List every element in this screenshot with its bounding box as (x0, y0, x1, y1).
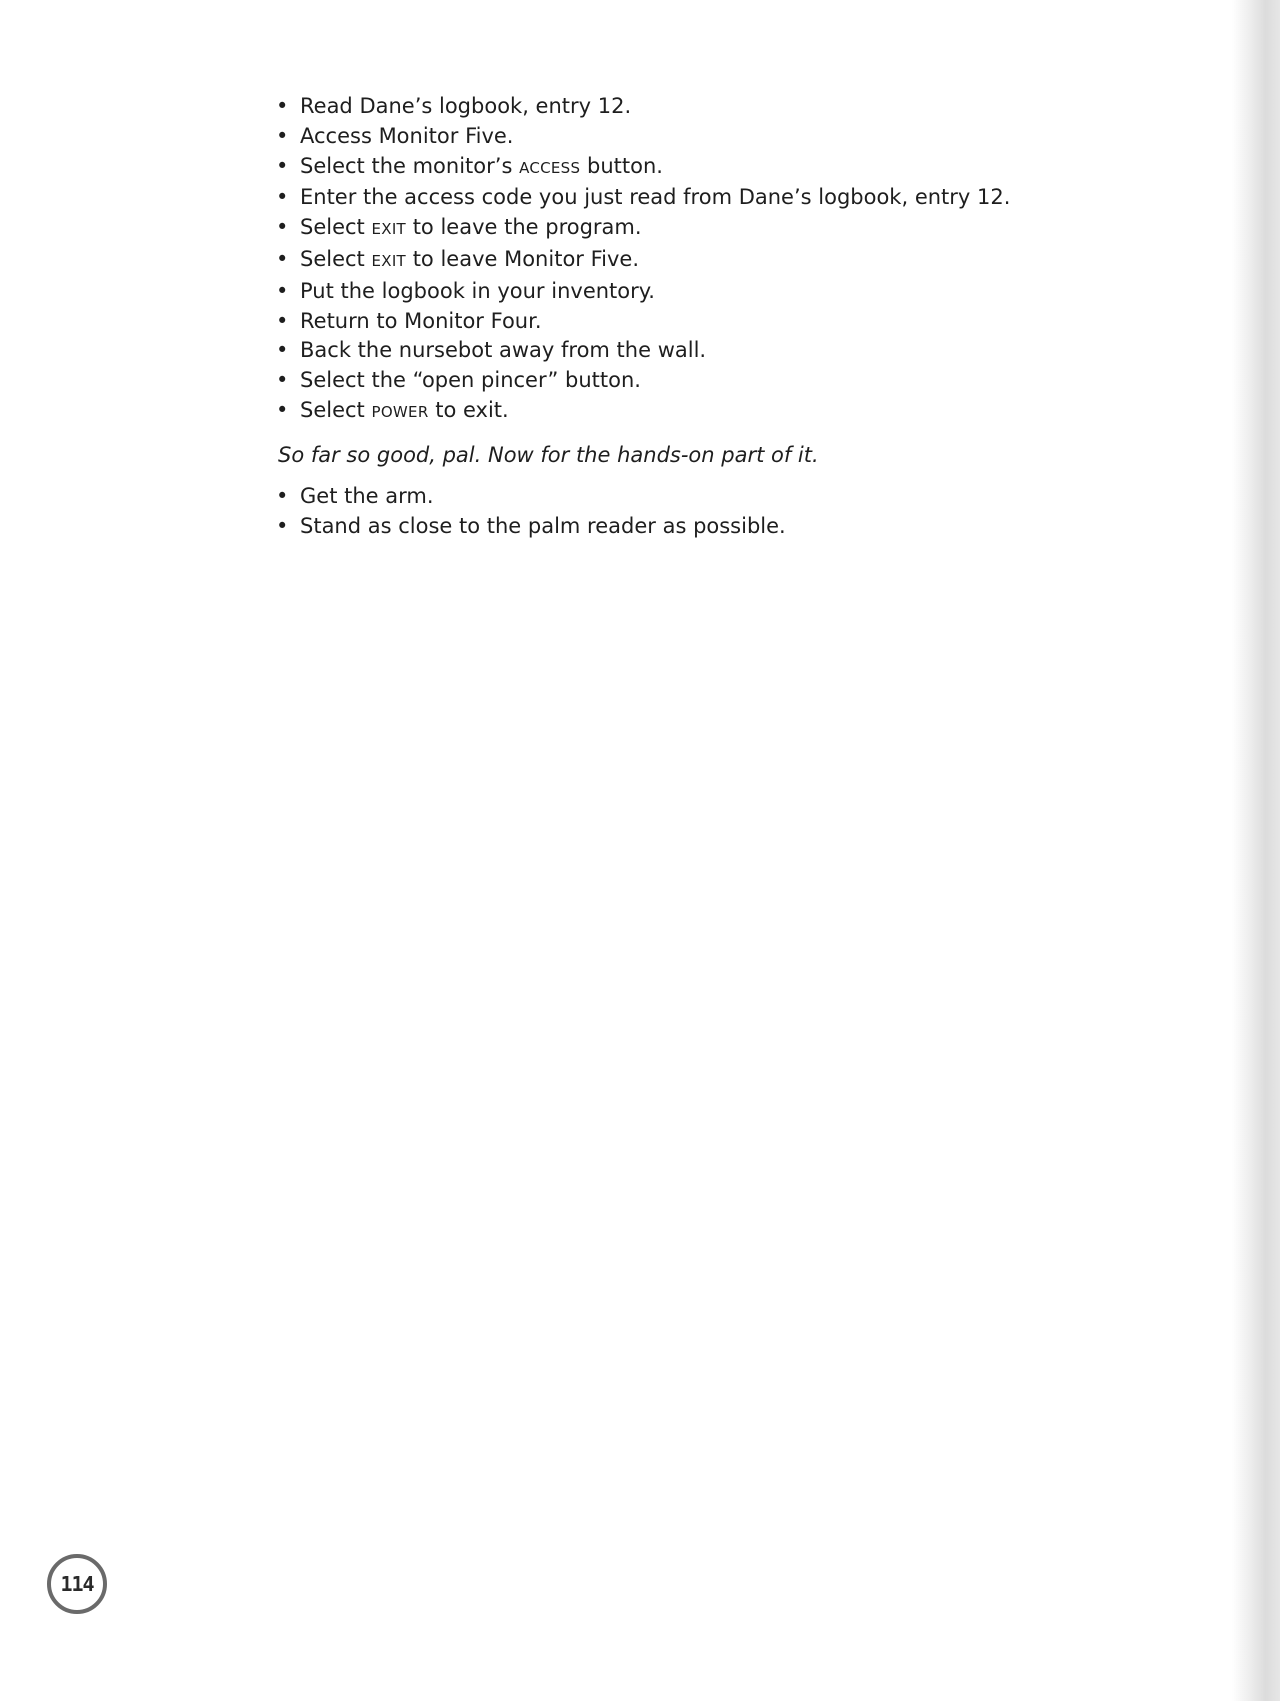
bullet-icon: • (276, 308, 289, 333)
bullet-icon: • (276, 483, 289, 508)
list-item (276, 92, 1036, 122)
button-name-text: EXIT (371, 251, 407, 270)
bullet-icon: • (276, 338, 289, 363)
step-text: Read Dane’s logbook, entry 12. (300, 94, 632, 118)
step-text: Select the monitor’s (300, 153, 520, 178)
step-text: button. (580, 153, 663, 178)
list-item (276, 336, 1036, 366)
bullet-icon: • (276, 153, 289, 178)
step-text: Get the arm. (300, 483, 434, 508)
bullet-icon: • (276, 397, 289, 422)
step-text: Back the nursebot away from the wall. (300, 338, 707, 363)
list-item (276, 152, 1036, 184)
page-content (276, 92, 1036, 541)
step-text: Select (300, 397, 372, 422)
bullet-icon: • (276, 123, 289, 148)
step-list-1 (276, 92, 1036, 428)
list-item (276, 512, 1036, 542)
bullet-icon: • (276, 368, 289, 393)
button-name-text: EXIT (371, 220, 407, 239)
italic-note: So far so good, pal. Now for the hands-on part of it. (278, 442, 819, 467)
step-text: Return to Monitor Four. (300, 308, 542, 333)
list-item (276, 277, 1036, 307)
list-item (276, 307, 1036, 337)
list-item (276, 183, 1036, 213)
step-text: Select (300, 215, 372, 240)
step-text: to exit. (428, 397, 509, 422)
step-text: Select the “open pincer” button. (300, 368, 641, 393)
button-name-text: ACCESS (519, 158, 581, 177)
list-item (276, 482, 1036, 512)
page-number-badge (47, 1554, 107, 1614)
list-item (276, 122, 1036, 152)
step-text: Select (300, 246, 372, 271)
bullet-icon: • (276, 278, 289, 303)
list-item (276, 366, 1036, 396)
step-text: Stand as close to the palm reader as possible. (300, 513, 786, 538)
step-text: Access Monitor Five. (300, 123, 514, 148)
step-text: to leave the program. (406, 215, 642, 240)
page-number: 114 (60, 1572, 94, 1596)
bullet-icon: • (276, 94, 289, 118)
step-list-2 (276, 482, 1036, 542)
step-text: Enter the access code you just read from Dane’s logbook, entry 12. (300, 185, 1011, 210)
button-name-text: POWER (371, 402, 429, 421)
bullet-icon: • (276, 185, 289, 210)
list-item (276, 396, 1036, 428)
bullet-icon: • (276, 246, 289, 271)
list-item (276, 245, 1036, 277)
bullet-icon: • (276, 513, 289, 538)
step-text: Put the logbook in your inventory. (300, 278, 655, 303)
bullet-icon: • (276, 215, 289, 240)
list-item (276, 213, 1036, 245)
page-edge-shadow (1232, 0, 1280, 1701)
step-text: to leave Monitor Five. (406, 246, 640, 271)
